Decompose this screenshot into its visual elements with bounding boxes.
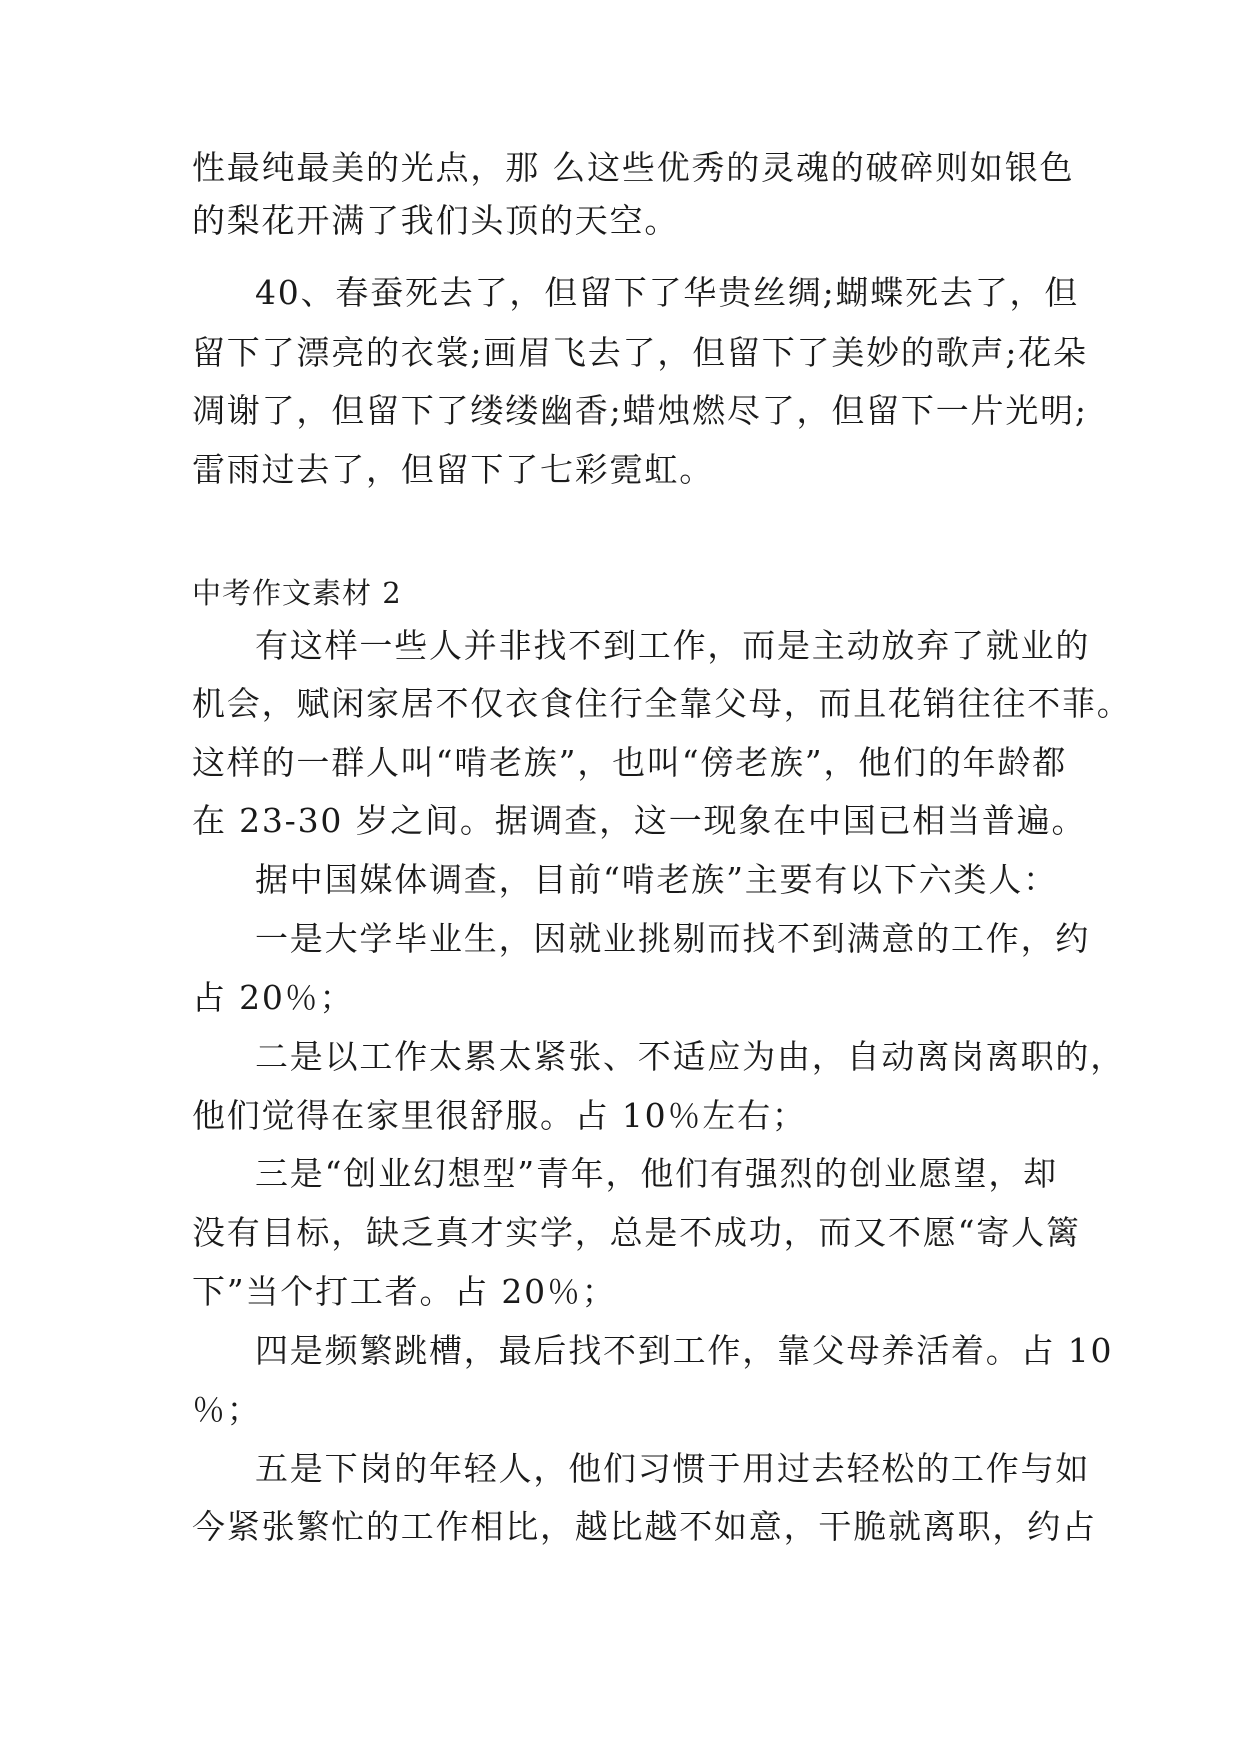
- text-line: ％；: [192, 1390, 262, 1429]
- section-heading: 中考作文素材 2: [192, 576, 402, 610]
- text-line: 一是大学毕业生，因就业挑剔而找不到满意的工作，约: [255, 919, 1091, 958]
- text-line: 凋谢了，但留下了缕缕幽香;蜡烛燃尽了，但留下一片光明;: [192, 391, 1088, 430]
- text-line: 机会，赋闲家居不仅衣食住行全靠父母，而且花销往往不菲。: [192, 684, 1132, 723]
- text-line: 雷雨过去了，但留下了七彩霓虹。: [192, 450, 714, 489]
- text-line: 性最纯最美的光点，那 么这些优秀的灵魂的破碎则如银色: [192, 148, 1075, 187]
- text-line: 在 23-30 岁之间。据调查，这一现象在中国已相当普遍。: [192, 801, 1087, 840]
- text-line: 今紧张繁忙的工作相比，越比越不如意，干脆就离职，约占: [192, 1507, 1097, 1546]
- text-line: 他们觉得在家里很舒服。占 10％左右；: [192, 1096, 807, 1135]
- text-line: 据中国媒体调查，目前“啃老族”主要有以下六类人：: [255, 860, 1058, 899]
- text-line: 40、春蚕死去了，但留下了华贵丝绸;蝴蝶死去了，但: [255, 273, 1080, 312]
- text-line: 的梨花开满了我们头顶的天空。: [192, 201, 680, 240]
- text-line: 占 20％；: [192, 978, 355, 1017]
- text-line: 二是以工作太累太紧张、不适应为由，自动离岗离职的，: [255, 1037, 1125, 1076]
- text-line: 这样的一群人叫“啃老族”，也叫“傍老族”，他们的年龄都: [192, 743, 1068, 782]
- text-line: 下”当个打工者。占 20％；: [192, 1272, 617, 1311]
- text-line: 有这样一些人并非找不到工作，而是主动放弃了就业的: [255, 626, 1091, 665]
- text-line: 五是下岗的年轻人，他们习惯于用过去轻松的工作与如: [255, 1449, 1091, 1488]
- text-line: 没有目标，缺乏真才实学，总是不成功，而又不愿“寄人篱: [192, 1213, 1081, 1252]
- text-line: 四是频繁跳槽，最后找不到工作，靠父母养活着。占 10: [255, 1331, 1114, 1370]
- text-line: 留下了漂亮的衣裳;画眉飞去了，但留下了美妙的歌声;花朵: [192, 333, 1088, 372]
- text-line: 三是“创业幻想型”青年，他们有强烈的创业愿望，却: [255, 1154, 1058, 1193]
